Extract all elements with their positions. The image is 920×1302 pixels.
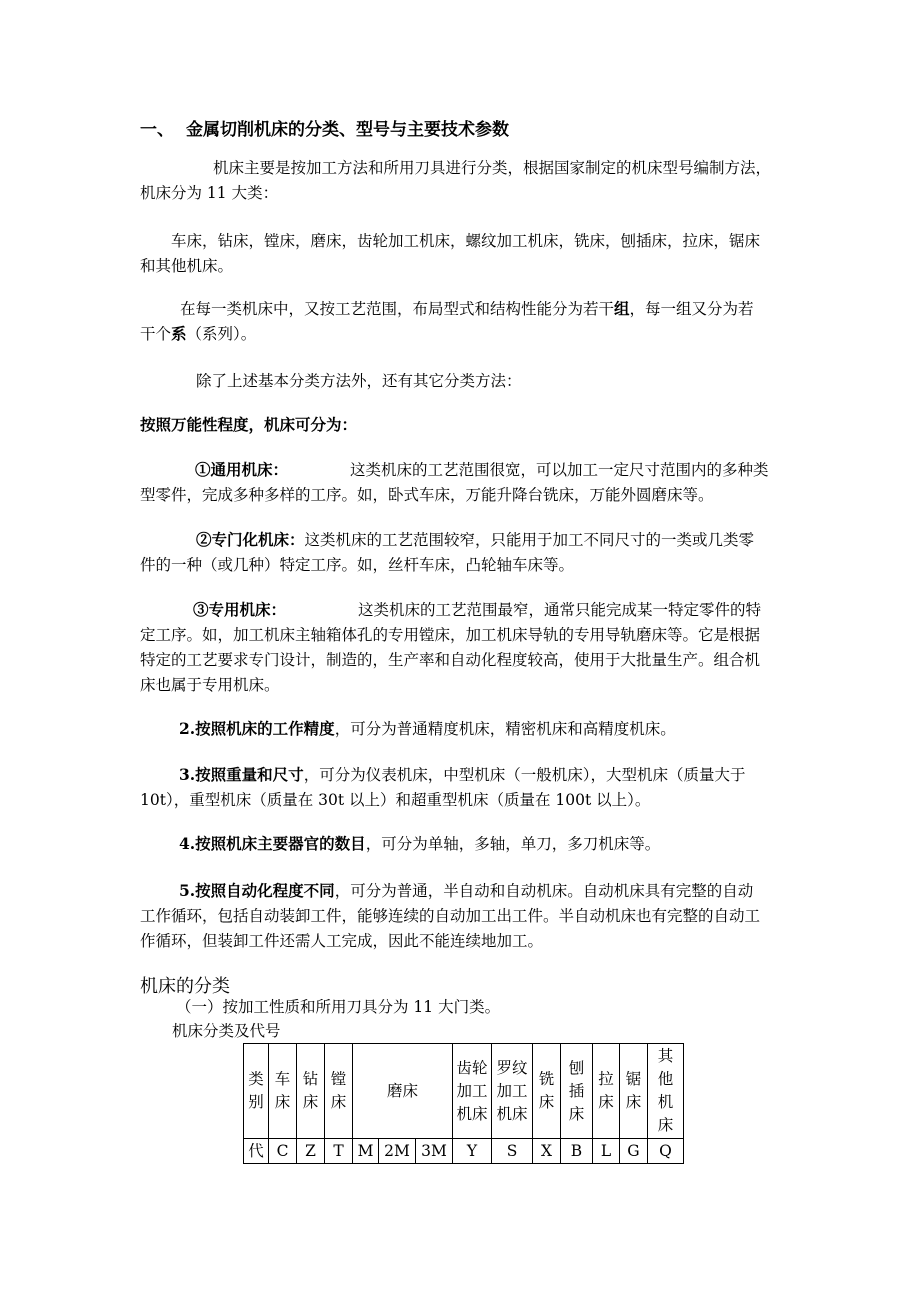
item2-text: 这类机床的工艺范围较窄，只能用于加工不同尺寸的一类或几类零 [304,531,755,549]
table-header-text: 床 [330,1093,347,1111]
item3-label: ③专用机床： [193,600,287,619]
table-caption: 机床分类及代号 [172,1022,281,1040]
sec5-line1 [179,881,753,901]
section-heading [140,115,509,140]
item1-line2: 型零件，完成多种多样的工序。如，卧式车床，万能升降台铣床，万能外圆磨床等。 [140,486,714,504]
table-header-row [244,1044,684,1139]
item1-line1 [195,460,769,480]
table-header-text: 床 [568,1104,585,1123]
sec4-heading: 4.按照机床主要器官的数目 [179,834,366,853]
table-code-cell: T [325,1139,353,1164]
table-code-cell: M [353,1139,379,1164]
sec2-text: ，可分为普通精度机床，精密机床和高精度机床。 [334,720,676,738]
item1-text: 这类机床的工艺范围很宽，可以加工一定尺寸范围内的多种类 [350,461,769,479]
sec3-line1 [179,765,745,785]
para3-text: ，每一组又分为若 [629,300,754,318]
para2-line1: 车床，钻床，镗床，磨床，齿轮加工机床，螺纹加工机床，铣床，刨插床，拉床，锯床 [171,232,761,250]
table-code-cell: X [533,1139,561,1164]
sec2-heading: 2.按照机床的工作精度 [179,719,335,738]
table-code-cell: B [561,1139,593,1164]
sub1: （一）按加工性质和所用刀具分为 11 大门类。 [176,998,501,1016]
table-code-cell: L [593,1139,620,1164]
table-header-text: 其 [657,1047,674,1065]
table-code-cell: Y [453,1139,492,1164]
sec5-line3: 作循环，但装卸工件还需人工完成，因此不能连续地加工。 [140,932,544,950]
table-code-cell: 2M [379,1139,416,1164]
item3-text: 这类机床的工艺范围最窄，通常只能完成某一特定零件的特 [358,601,762,619]
item3-line4: 床也属于专用机床。 [140,676,280,694]
sec5-heading: 5.按照自动化程度不同 [179,881,335,900]
table-code-cell: G [620,1139,648,1164]
sec4 [179,834,660,854]
table-header-text: 别 [248,1093,264,1111]
para3-bold-group: 组 [614,299,630,318]
table-code-cell: S [492,1139,533,1164]
sec4-text: ，可分为单轴，多轴，单刀，多刀机床等。 [365,835,661,853]
para3-text: （系列）。 [186,325,257,343]
table-header-text: 钻 [302,1070,319,1088]
table-header-cell [593,1044,620,1139]
item3-line1 [193,600,761,620]
table-header-text: 齿轮 [456,1058,488,1077]
table-header-cell [297,1044,325,1139]
table-header-text: 镗 [330,1070,347,1088]
table-header-text: 锯 [625,1070,642,1088]
table-code-cell: Q [648,1139,684,1164]
sec2 [179,719,676,739]
sec5-line2: 工作循环，包括自动装卸工件，能够连续的自动加工出工件。半自动机床也有完整的自动工 [140,907,761,925]
heading-text: 金属切削机床的分类、型号与主要技术参数 [186,120,509,140]
table-header-text: 床 [538,1093,555,1111]
table-header-text: 类 [248,1070,264,1088]
table-header-text: 拉 [598,1070,614,1088]
table-header-cell [353,1044,453,1139]
item3-line3: 特定的工艺要求专门设计，制造的，生产率和自动化程度较高，使用于大批量生产。组合机 [140,651,761,669]
table-header-text: 车 [274,1070,291,1088]
table-header-text: 加工 [496,1081,528,1100]
table-header-text: 床 [598,1093,614,1111]
machine-classification-table [243,1043,684,1164]
table-header-cell [492,1044,533,1139]
para3-line2 [140,324,256,344]
table-code-cell: 3M [416,1139,453,1164]
table-header-text: 机 [657,1093,674,1111]
sec3-text: ，可分为仪表机床，中型机床（一般机床），大型机床（质量大于 [303,766,746,784]
table-header-text: 罗纹 [496,1058,528,1077]
item1-label: ①通用机床： [195,460,289,479]
item2-label: ②专门化机床： [196,530,305,549]
table-header-cell [453,1044,492,1139]
item3-line2: 定工序。如，加工机床主轴箱体孔的专用镗床，加工机床导轨的专用导轨磨床等。它是根据 [140,626,761,644]
sec3-heading: 3.按照重量和尺寸 [179,765,304,784]
table-header-text: 磨床 [386,1081,418,1100]
item2-line2: 件的一种（或几种）特定工序。如，丝杆车床，凸轮轴车床等。 [140,556,575,574]
heading-number: 一、 [140,120,174,140]
table-code-cell: C [269,1139,297,1164]
sec5-text: ，可分为普通，半自动和自动机床。自动机床具有完整的自动 [334,882,754,900]
table-header-cell [561,1044,593,1139]
table-code-cell: 代 [244,1139,269,1164]
table-header-cell [620,1044,648,1139]
table-header-text: 床 [302,1093,319,1111]
subheading: 机床的分类 [140,976,230,997]
para4: 除了上述基本分类方法外，还有其它分类方法： [196,372,522,390]
table-header-cell [269,1044,297,1139]
table-header-text: 床 [274,1093,291,1111]
table-header-text: 刨 [568,1058,585,1077]
table-header-cell [244,1044,269,1139]
table-header-text: 加工 [456,1081,488,1100]
para3-text: 干个 [140,325,172,343]
table-header-text: 机床 [456,1104,488,1123]
table-header-cell [533,1044,561,1139]
table-header-text: 铣 [538,1070,555,1088]
table-header-text: 机床 [496,1104,528,1123]
para3-bold-series: 系 [171,324,187,343]
para3-line1 [180,299,754,319]
table-header-cell [648,1044,684,1139]
table-header-text: 他 [657,1070,674,1088]
table-header-cell [325,1044,353,1139]
sec3-line2: 10t），重型机床（质量在 30t 以上）和超重型机床（质量在 100t 以上）。 [140,791,651,809]
table-header-text: 床 [625,1093,642,1111]
para2-line2: 和其他机床。 [140,257,234,275]
para1-line2: 机床分为 11 大类： [140,184,279,202]
table-header-text: 插 [568,1081,585,1100]
para3-text: 在每一类机床中，又按工艺范围，布局型式和结构性能分为若干 [180,300,615,318]
para1-line1: 机床主要是按加工方法和所用刀具进行分类，根据国家制定的机床型号编制方法， [213,159,772,177]
table-header-text: 床 [657,1116,674,1134]
table-code-row [244,1139,684,1164]
item2-line1 [196,530,754,550]
table-code-cell: Z [297,1139,325,1164]
para5: 按照万能性程度，机床可分为： [140,415,358,434]
